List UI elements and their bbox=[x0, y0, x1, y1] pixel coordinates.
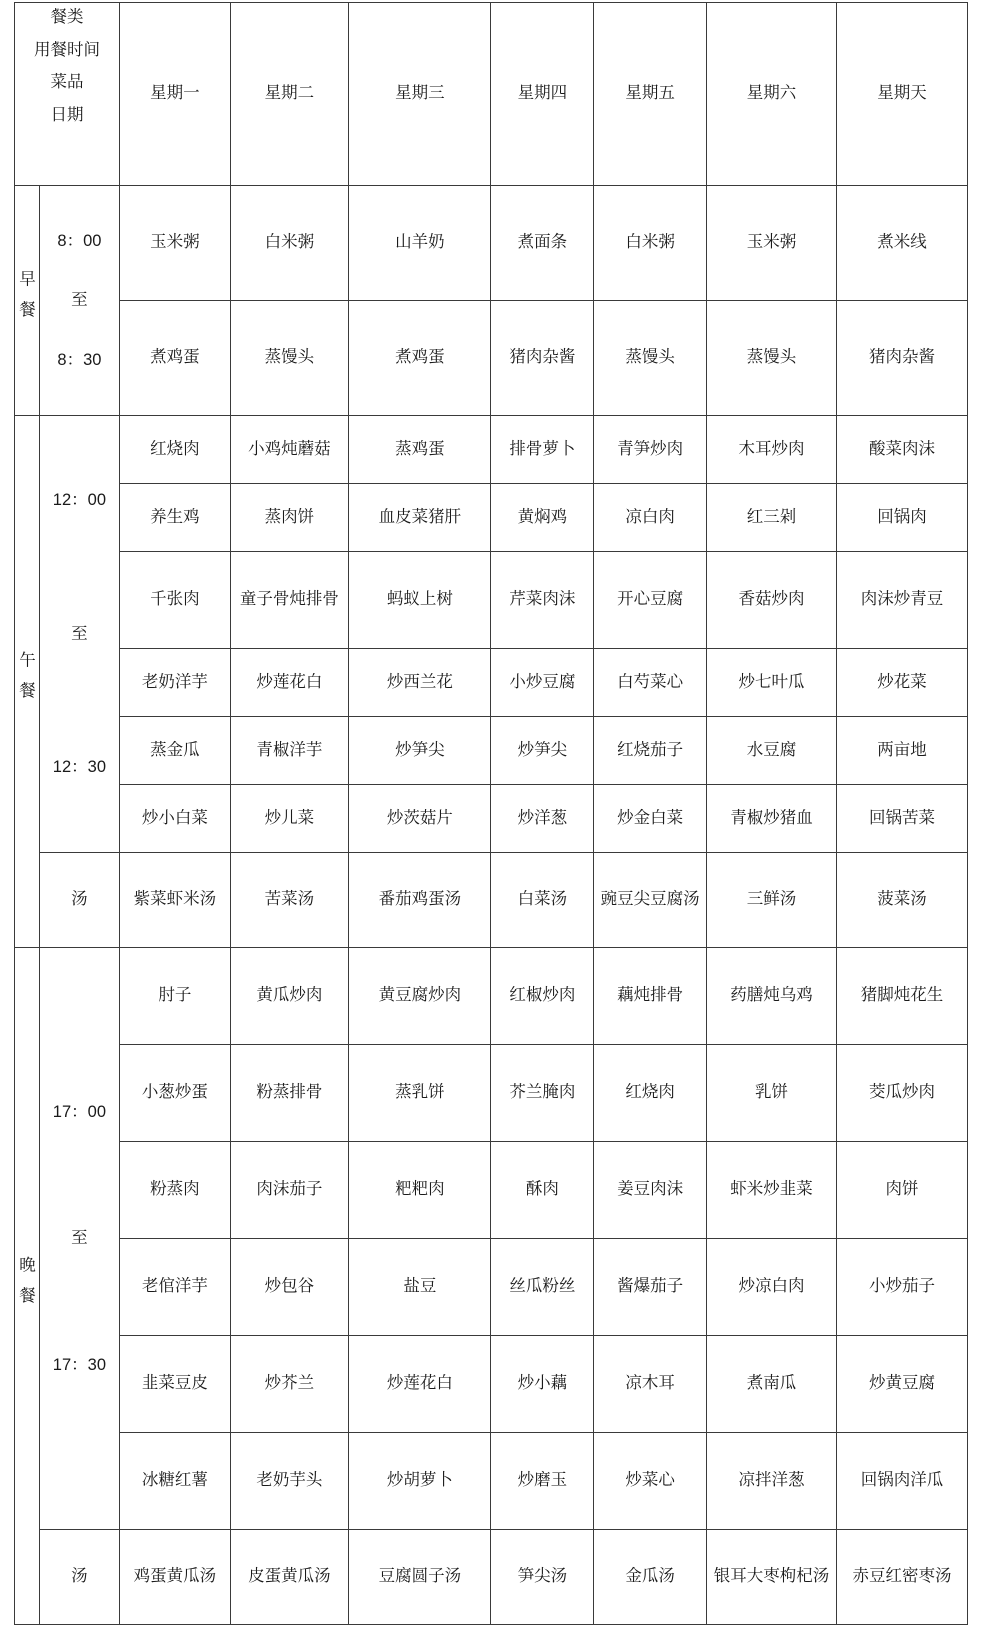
soup-cell: 赤豆红密枣汤 bbox=[836, 1530, 967, 1625]
dish-cell: 姜豆肉沫 bbox=[594, 1142, 707, 1239]
soup-cell: 菠菜汤 bbox=[836, 853, 967, 948]
table-corner-header bbox=[15, 3, 120, 186]
dish-cell: 煮米线 bbox=[836, 186, 967, 301]
soup-cell: 银耳大枣枸杞汤 bbox=[707, 1530, 837, 1625]
dish-cell: 蒸金瓜 bbox=[119, 717, 230, 785]
dish-cell: 红烧肉 bbox=[119, 416, 230, 484]
dish-cell: 炒花菜 bbox=[836, 649, 967, 717]
dish-cell: 白米粥 bbox=[230, 186, 349, 301]
meal-time-line: 17：00 bbox=[52, 1102, 107, 1121]
dish-cell: 黄瓜炒肉 bbox=[230, 948, 349, 1045]
dish-cell: 炒西兰花 bbox=[349, 649, 491, 717]
dish-cell: 两亩地 bbox=[836, 717, 967, 785]
dish-cell: 炒笋尖 bbox=[349, 717, 491, 785]
soup-cell: 皮蛋黄瓜汤 bbox=[230, 1530, 349, 1625]
meal-label-text: 午餐 bbox=[16, 651, 35, 712]
dish-cell: 藕炖排骨 bbox=[594, 948, 707, 1045]
meal-label-text: 晚餐 bbox=[16, 1255, 35, 1317]
dish-cell: 回锅肉 bbox=[836, 484, 967, 552]
day-header-1: 星期一 bbox=[119, 3, 230, 186]
dish-cell: 黄焖鸡 bbox=[491, 484, 594, 552]
dish-cell: 红三剁 bbox=[707, 484, 837, 552]
dish-cell: 芹菜肉沫 bbox=[491, 552, 594, 649]
dish-cell: 煮南瓜 bbox=[707, 1336, 837, 1433]
dish-cell: 蚂蚁上树 bbox=[349, 552, 491, 649]
dish-cell: 养生鸡 bbox=[119, 484, 230, 552]
dish-cell: 千张肉 bbox=[119, 552, 230, 649]
dish-cell: 煮鸡蛋 bbox=[349, 301, 491, 416]
meal-label-dinner bbox=[15, 948, 40, 1625]
soup-cell: 三鲜汤 bbox=[707, 853, 837, 948]
dish-cell: 药膳炖乌鸡 bbox=[707, 948, 837, 1045]
soup-cell: 豌豆尖豆腐汤 bbox=[594, 853, 707, 948]
dish-cell: 肘子 bbox=[119, 948, 230, 1045]
soup-cell: 金瓜汤 bbox=[594, 1530, 707, 1625]
dish-cell: 猪肉杂酱 bbox=[491, 301, 594, 416]
meal-time-line: 8：30 bbox=[57, 350, 102, 369]
dish-cell: 红烧茄子 bbox=[594, 717, 707, 785]
dish-cell: 回锅肉洋瓜 bbox=[836, 1433, 967, 1530]
dish-cell: 老倌洋芋 bbox=[119, 1239, 230, 1336]
dish-cell: 玉米粥 bbox=[119, 186, 230, 301]
dish-cell: 冰糖红薯 bbox=[119, 1433, 230, 1530]
soup-cell: 苦菜汤 bbox=[230, 853, 349, 948]
dish-cell: 酥肉 bbox=[491, 1142, 594, 1239]
dish-cell: 煮鸡蛋 bbox=[119, 301, 230, 416]
dish-cell: 炒洋葱 bbox=[491, 785, 594, 853]
soup-cell: 鸡蛋黄瓜汤 bbox=[119, 1530, 230, 1625]
dish-cell: 炒七叶瓜 bbox=[707, 649, 837, 717]
day-header-4: 星期四 bbox=[491, 3, 594, 186]
meal-time-line: 12：00 bbox=[52, 491, 107, 510]
meal-time-line: 12：30 bbox=[52, 758, 107, 777]
dish-cell: 白芍菜心 bbox=[594, 649, 707, 717]
dish-cell: 青椒洋芋 bbox=[230, 717, 349, 785]
dish-cell: 粑粑肉 bbox=[349, 1142, 491, 1239]
corner-header-line: 用餐时间 bbox=[33, 40, 100, 59]
dish-cell: 老奶芋头 bbox=[230, 1433, 349, 1530]
soup-cell: 豆腐圆子汤 bbox=[349, 1530, 491, 1625]
day-header-3: 星期三 bbox=[349, 3, 491, 186]
dish-cell: 炒磨玉 bbox=[491, 1433, 594, 1530]
weekly-meal-schedule-table bbox=[14, 2, 968, 1625]
meal-time-breakfast bbox=[39, 186, 119, 416]
dish-cell: 酱爆茄子 bbox=[594, 1239, 707, 1336]
day-header-7: 星期天 bbox=[836, 3, 967, 186]
dish-cell: 山羊奶 bbox=[349, 186, 491, 301]
dish-cell: 炒莲花白 bbox=[230, 649, 349, 717]
dish-cell: 小鸡炖蘑菇 bbox=[230, 416, 349, 484]
dish-cell: 炒小白菜 bbox=[119, 785, 230, 853]
dish-cell: 玉米粥 bbox=[707, 186, 837, 301]
meal-time-lunch bbox=[39, 416, 119, 853]
dish-cell: 蒸鸡蛋 bbox=[349, 416, 491, 484]
dish-cell: 回锅苦菜 bbox=[836, 785, 967, 853]
dish-cell: 炒芥兰 bbox=[230, 1336, 349, 1433]
dish-cell: 蒸乳饼 bbox=[349, 1045, 491, 1142]
day-header-2: 星期二 bbox=[230, 3, 349, 186]
dish-cell: 小葱炒蛋 bbox=[119, 1045, 230, 1142]
dish-cell: 小炒茄子 bbox=[836, 1239, 967, 1336]
dish-cell: 凉木耳 bbox=[594, 1336, 707, 1433]
dish-cell: 炒儿菜 bbox=[230, 785, 349, 853]
dish-cell: 炒黄豆腐 bbox=[836, 1336, 967, 1433]
meal-label-text: 早餐 bbox=[16, 270, 35, 331]
soup-cell: 番茄鸡蛋汤 bbox=[349, 853, 491, 948]
dish-cell: 炒胡萝卜 bbox=[349, 1433, 491, 1530]
dish-cell: 凉白肉 bbox=[594, 484, 707, 552]
day-header-6: 星期六 bbox=[707, 3, 837, 186]
dish-cell: 酸菜肉沫 bbox=[836, 416, 967, 484]
dish-cell: 虾米炒韭菜 bbox=[707, 1142, 837, 1239]
meal-time-line: 至 bbox=[71, 1229, 88, 1248]
dish-cell: 粉蒸肉 bbox=[119, 1142, 230, 1239]
dish-cell: 凉拌洋葱 bbox=[707, 1433, 837, 1530]
meal-time-line: 17：30 bbox=[52, 1355, 107, 1374]
soup-cell: 白菜汤 bbox=[491, 853, 594, 948]
soup-row-label: 汤 bbox=[39, 853, 119, 948]
dish-cell: 蒸馒头 bbox=[230, 301, 349, 416]
dish-cell: 红椒炒肉 bbox=[491, 948, 594, 1045]
soup-cell: 紫菜虾米汤 bbox=[119, 853, 230, 948]
corner-header-line: 餐类 bbox=[50, 8, 84, 26]
corner-header-line: 日期 bbox=[50, 105, 84, 124]
dish-cell: 黄豆腐炒肉 bbox=[349, 948, 491, 1045]
dish-cell: 炒凉白肉 bbox=[707, 1239, 837, 1336]
soup-row bbox=[15, 1530, 968, 1625]
dish-cell: 煮面条 bbox=[491, 186, 594, 301]
dish-cell: 香菇炒肉 bbox=[707, 552, 837, 649]
dish-cell: 肉饼 bbox=[836, 1142, 967, 1239]
dish-cell: 肉沫茄子 bbox=[230, 1142, 349, 1239]
dish-cell: 童子骨炖排骨 bbox=[230, 552, 349, 649]
dish-cell: 粉蒸排骨 bbox=[230, 1045, 349, 1142]
dish-cell: 血皮菜猪肝 bbox=[349, 484, 491, 552]
meal-time-line: 至 bbox=[71, 291, 88, 310]
meal-time-line: 至 bbox=[71, 624, 88, 643]
dish-cell: 炒金白菜 bbox=[594, 785, 707, 853]
dish-cell: 青笋炒肉 bbox=[594, 416, 707, 484]
soup-row bbox=[15, 853, 968, 948]
dish-cell: 开心豆腐 bbox=[594, 552, 707, 649]
dish-cell: 猪肉杂酱 bbox=[836, 301, 967, 416]
soup-cell: 笋尖汤 bbox=[491, 1530, 594, 1625]
meal-label-lunch bbox=[15, 416, 40, 948]
dish-cell: 炒笋尖 bbox=[491, 717, 594, 785]
dish-cell: 猪脚炖花生 bbox=[836, 948, 967, 1045]
dish-cell: 蒸馒头 bbox=[594, 301, 707, 416]
corner-header-line: 菜品 bbox=[50, 73, 84, 91]
dish-cell: 木耳炒肉 bbox=[707, 416, 837, 484]
meal-time-line: 8：00 bbox=[57, 231, 102, 250]
dish-cell: 红烧肉 bbox=[594, 1045, 707, 1142]
dish-cell: 青椒炒猪血 bbox=[707, 785, 837, 853]
dish-cell: 炒菜心 bbox=[594, 1433, 707, 1530]
dish-cell: 茭瓜炒肉 bbox=[836, 1045, 967, 1142]
dish-cell: 炒包谷 bbox=[230, 1239, 349, 1336]
meal-time-dinner bbox=[39, 948, 119, 1530]
day-header-5: 星期五 bbox=[594, 3, 707, 186]
dish-cell: 盐豆 bbox=[349, 1239, 491, 1336]
meal-label-breakfast bbox=[15, 186, 40, 416]
soup-row-label: 汤 bbox=[39, 1530, 119, 1625]
dish-cell: 排骨萝卜 bbox=[491, 416, 594, 484]
dish-cell: 蒸馒头 bbox=[707, 301, 837, 416]
dish-cell: 炒茨菇片 bbox=[349, 785, 491, 853]
dish-cell: 炒小藕 bbox=[491, 1336, 594, 1433]
dish-cell: 丝瓜粉丝 bbox=[491, 1239, 594, 1336]
dish-cell: 芥兰腌肉 bbox=[491, 1045, 594, 1142]
dish-cell: 蒸肉饼 bbox=[230, 484, 349, 552]
dish-cell: 韭菜豆皮 bbox=[119, 1336, 230, 1433]
dish-cell: 肉沫炒青豆 bbox=[836, 552, 967, 649]
dish-cell: 白米粥 bbox=[594, 186, 707, 301]
dish-cell: 乳饼 bbox=[707, 1045, 837, 1142]
dish-cell: 水豆腐 bbox=[707, 717, 837, 785]
dish-cell: 炒莲花白 bbox=[349, 1336, 491, 1433]
dish-cell: 小炒豆腐 bbox=[491, 649, 594, 717]
dish-cell: 老奶洋芋 bbox=[119, 649, 230, 717]
